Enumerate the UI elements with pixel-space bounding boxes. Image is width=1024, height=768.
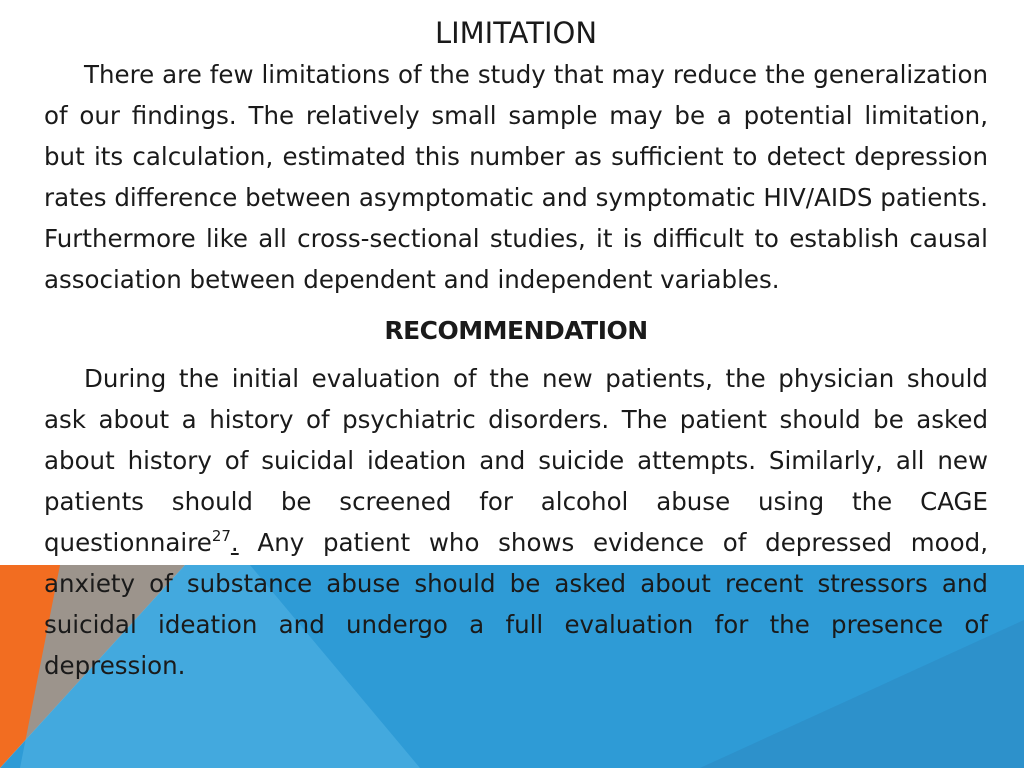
limitation-title: LIMITATION bbox=[434, 16, 598, 50]
reference-superscript: 27 bbox=[211, 527, 231, 545]
recommendation-text-part1: During the initial evaluation of the new patients, the physician should ask about a history of psychiatric disorders. The patient should be asked about history of suicidal ideation and suicide attempts. Similarly, all new patients should be screened for alcohol abuse using the CAGE questionnaire bbox=[44, 364, 988, 557]
slide-content bbox=[44, 0, 988, 686]
recommendation-title: RECOMMENDATION bbox=[384, 316, 648, 345]
reference-link[interactable]: . bbox=[230, 528, 239, 557]
limitation-paragraph: There are few limitations of the study that may reduce the generalization of our findings. The relatively small sample may be a potential limitation, but its calculation, estimated this number as sufficient to detect depression rates difference between asymptomatic and symptomatic HIV/AIDS patients. Furthermore like all cross-sectional studies, it is difficult to establish causal association between dependent and independent variables. bbox=[44, 60, 988, 294]
recommendation-paragraph bbox=[44, 358, 988, 686]
recommendation-text-part2: Any patient who shows evidence of depressed mood, anxiety of substance abuse should be asked about recent stressors and suicidal ideation and undergo a full evaluation for the presence of depression. bbox=[44, 528, 988, 680]
